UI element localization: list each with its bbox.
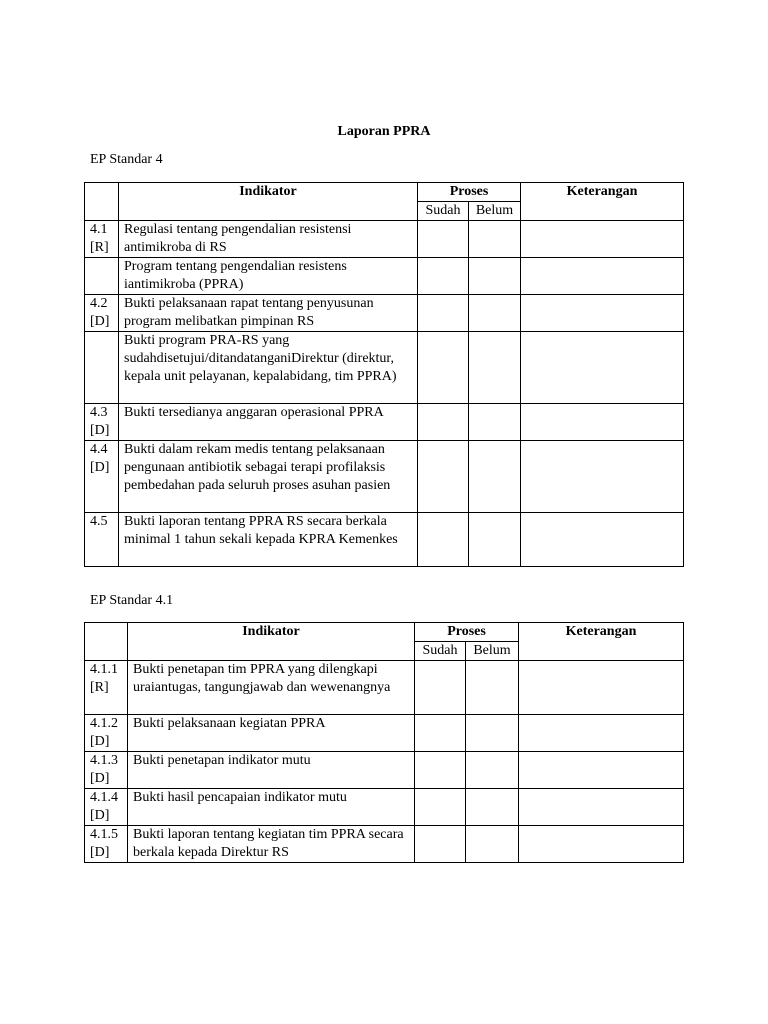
row-indikator: Bukti pelaksanaan kegiatan PPRA bbox=[128, 715, 415, 752]
page-title: Laporan PPRA bbox=[337, 124, 431, 139]
row-indikator: Bukti laporan tentang PPRA RS secara berkala minimal 1 tahun sekali kepada KPRA Kemenkes bbox=[119, 513, 418, 567]
table-row bbox=[85, 295, 684, 332]
row-indikator: Bukti laporan tentang kegiatan tim PPRA secara berkala kepada Direktur RS bbox=[128, 826, 415, 863]
section-label-ep-standar-4-1: EP Standar 4.1 bbox=[90, 593, 174, 608]
header-indikator: Indikator bbox=[128, 623, 415, 661]
cell-keterangan[interactable] bbox=[519, 661, 684, 715]
cell-sudah[interactable] bbox=[415, 789, 466, 826]
table-row bbox=[85, 826, 684, 863]
cell-sudah[interactable] bbox=[418, 332, 469, 404]
cell-keterangan[interactable] bbox=[521, 404, 684, 441]
cell-sudah[interactable] bbox=[418, 513, 469, 567]
table-row bbox=[85, 752, 684, 789]
cell-keterangan[interactable] bbox=[521, 295, 684, 332]
row-indikator: Program tentang pengendalian resistens iantimikroba (PPRA) bbox=[119, 258, 418, 295]
cell-sudah[interactable] bbox=[415, 826, 466, 863]
cell-sudah[interactable] bbox=[418, 221, 469, 258]
header-belum: Belum bbox=[469, 202, 521, 221]
cell-sudah[interactable] bbox=[418, 404, 469, 441]
header-proses: Proses bbox=[418, 183, 521, 202]
cell-keterangan[interactable] bbox=[519, 752, 684, 789]
table-row bbox=[85, 661, 684, 715]
row-indikator: Bukti pelaksanaan rapat tentang penyusunan program melibatkan pimpinan RS bbox=[119, 295, 418, 332]
row-indikator: Bukti penetapan tim PPRA yang dilengkapi uraiantugas, tangungjawab dan wewenangnya bbox=[128, 661, 415, 715]
row-code: 4.4 [D] bbox=[85, 441, 119, 513]
table-row bbox=[85, 513, 684, 567]
table-row bbox=[85, 715, 684, 752]
header-keterangan: Keterangan bbox=[519, 623, 684, 661]
cell-keterangan[interactable] bbox=[521, 441, 684, 513]
cell-keterangan[interactable] bbox=[521, 258, 684, 295]
table-row bbox=[85, 404, 684, 441]
header-blank bbox=[85, 623, 128, 661]
cell-sudah[interactable] bbox=[418, 295, 469, 332]
cell-sudah[interactable] bbox=[415, 715, 466, 752]
row-code: 4.5 bbox=[85, 513, 119, 567]
table-row bbox=[85, 258, 684, 295]
table-row bbox=[85, 221, 684, 258]
row-indikator: Bukti dalam rekam medis tentang pelaksanaan pengunaan antibiotik sebagai terapi profilaksis pembedahan pada seluruh proses asuhan pasien bbox=[119, 441, 418, 513]
table-row bbox=[85, 441, 684, 513]
row-code: 4.1.3 [D] bbox=[85, 752, 128, 789]
row-code: 4.1.1 [R] bbox=[85, 661, 128, 715]
cell-keterangan[interactable] bbox=[519, 715, 684, 752]
cell-belum[interactable] bbox=[466, 661, 519, 715]
row-indikator: Bukti penetapan indikator mutu bbox=[128, 752, 415, 789]
cell-keterangan[interactable] bbox=[519, 789, 684, 826]
cell-belum[interactable] bbox=[469, 404, 521, 441]
table-row bbox=[85, 789, 684, 826]
cell-belum[interactable] bbox=[469, 258, 521, 295]
table-row bbox=[85, 332, 684, 404]
cell-belum[interactable] bbox=[466, 789, 519, 826]
row-code: 4.1.2 [D] bbox=[85, 715, 128, 752]
row-code: 4.2 [D] bbox=[85, 295, 119, 332]
row-code: 4.3 [D] bbox=[85, 404, 119, 441]
header-proses: Proses bbox=[415, 623, 519, 642]
header-indikator: Indikator bbox=[119, 183, 418, 221]
cell-belum[interactable] bbox=[469, 513, 521, 567]
cell-belum[interactable] bbox=[466, 752, 519, 789]
cell-belum[interactable] bbox=[466, 715, 519, 752]
row-code bbox=[85, 332, 119, 404]
cell-sudah[interactable] bbox=[418, 258, 469, 295]
header-sudah: Sudah bbox=[418, 202, 469, 221]
cell-sudah[interactable] bbox=[415, 752, 466, 789]
cell-belum[interactable] bbox=[469, 441, 521, 513]
row-code: 4.1.5 [D] bbox=[85, 826, 128, 863]
row-indikator: Regulasi tentang pengendalian resistensi antimikroba di RS bbox=[119, 221, 418, 258]
row-indikator: Bukti program PRA-RS yang sudahdisetujui/ditandatanganiDirektur (direktur, kepala unit pelayanan, kepalabidang, tim PPRA) bbox=[119, 332, 418, 404]
cell-keterangan[interactable] bbox=[521, 221, 684, 258]
cell-belum[interactable] bbox=[469, 332, 521, 404]
row-indikator: Bukti tersedianya anggaran operasional PPRA bbox=[119, 404, 418, 441]
cell-keterangan[interactable] bbox=[521, 332, 684, 404]
cell-keterangan[interactable] bbox=[519, 826, 684, 863]
header-belum: Belum bbox=[466, 642, 519, 661]
section-label-ep-standar-4: EP Standar 4 bbox=[90, 152, 163, 167]
header-sudah: Sudah bbox=[415, 642, 466, 661]
row-indikator: Bukti hasil pencapaian indikator mutu bbox=[128, 789, 415, 826]
cell-belum[interactable] bbox=[469, 295, 521, 332]
row-code: 4.1.4 [D] bbox=[85, 789, 128, 826]
row-code bbox=[85, 258, 119, 295]
cell-sudah[interactable] bbox=[418, 441, 469, 513]
header-blank bbox=[85, 183, 119, 221]
header-keterangan: Keterangan bbox=[521, 183, 684, 221]
row-code: 4.1 [R] bbox=[85, 221, 119, 258]
cell-keterangan[interactable] bbox=[521, 513, 684, 567]
cell-sudah[interactable] bbox=[415, 661, 466, 715]
table-header-row bbox=[85, 183, 684, 202]
table-ep-standar-4-1 bbox=[84, 622, 684, 863]
table-ep-standar-4 bbox=[84, 182, 684, 567]
cell-belum[interactable] bbox=[469, 221, 521, 258]
cell-belum[interactable] bbox=[466, 826, 519, 863]
table-header-row bbox=[85, 623, 684, 642]
